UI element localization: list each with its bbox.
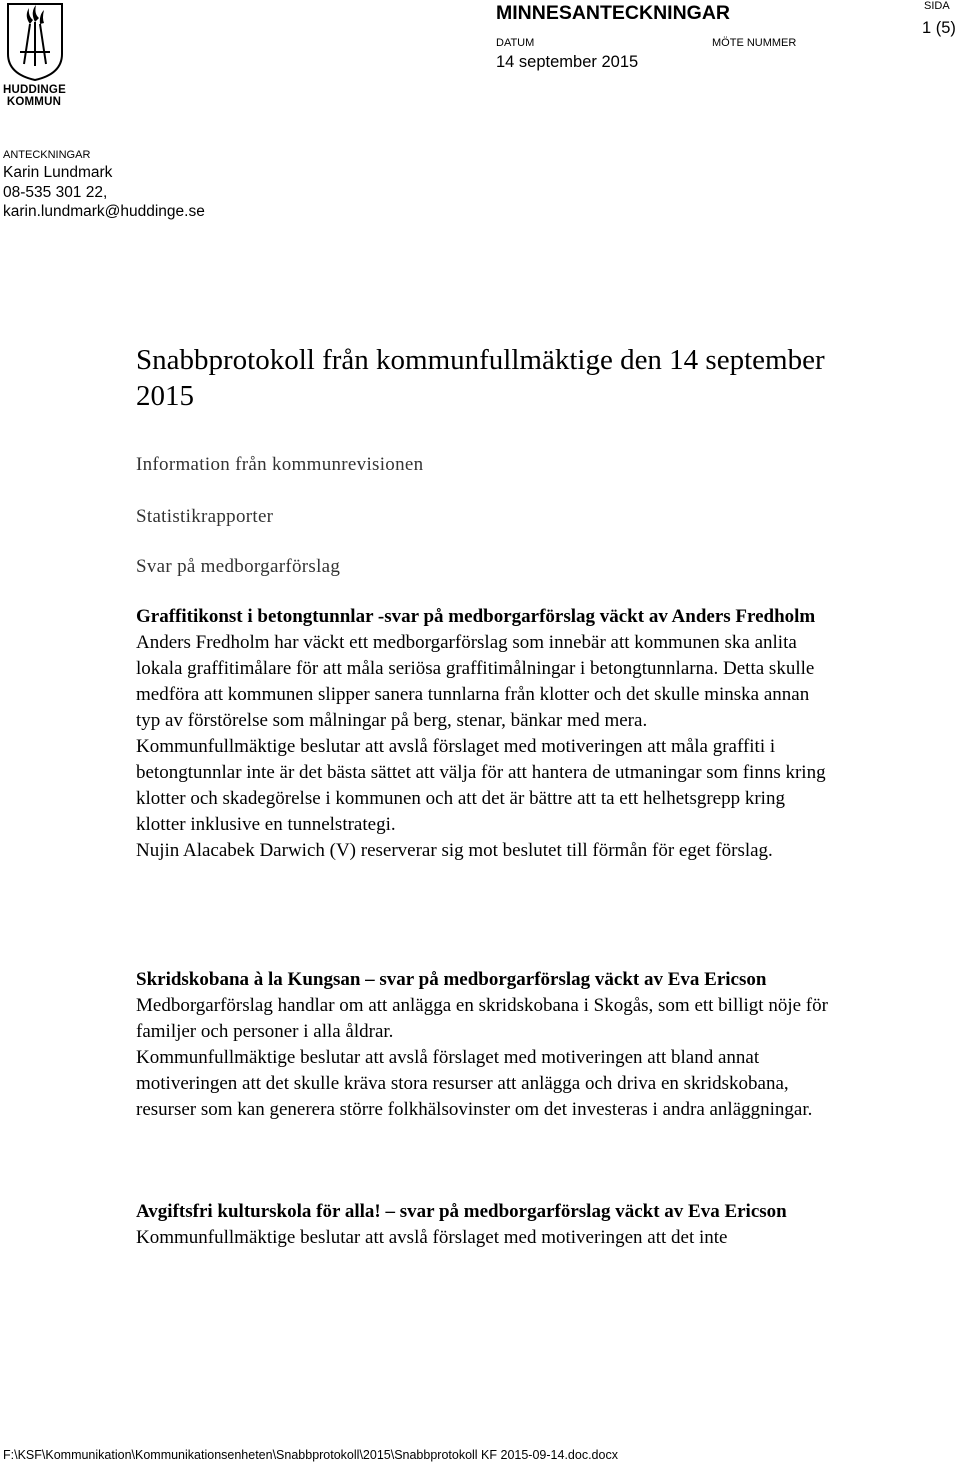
item-heading: Skridskobana à la Kungsan – svar på medborgarförslag väckt av Eva Ericson bbox=[136, 969, 767, 990]
item-paragraph: Kommunfullmäktige beslutar att avslå förslaget med motiveringen att det inte bbox=[136, 1227, 728, 1248]
huddinge-logo bbox=[3, 2, 66, 108]
agenda-item-culture-school bbox=[136, 1199, 836, 1251]
page-number: 1 (5) bbox=[922, 19, 956, 37]
contact-email: karin.lundmark@huddinge.se bbox=[3, 203, 205, 220]
logo-line-2: KOMMUN bbox=[6, 96, 62, 108]
agenda-item-graffiti bbox=[136, 604, 836, 864]
agenda-item-ice-rink bbox=[136, 967, 836, 1123]
coat-of-arms-icon bbox=[6, 2, 64, 82]
item-paragraph: Anders Fredholm har väckt ett medborgarförslag som innebär att kommunen ska anlita lokala graffitimålare för att måla seriösa graffitimålningar i betongtunnlarna. Detta skulle medföra att kommunen slipper sanera tunnlarna från klotter och det skulle minska annan typ av förstörelse som målningar på berg, stenar, bänkar med mera. bbox=[136, 632, 815, 731]
contact-phone: 08-535 301 22, bbox=[3, 184, 108, 201]
item-paragraph: Nujin Alacabek Darwich (V) reserverar sig mot beslutet till förmån för eget förslag. bbox=[136, 840, 773, 861]
document-type: MINNESANTECKNINGAR bbox=[496, 2, 730, 24]
logo-line-1: HUDDINGE bbox=[3, 84, 66, 96]
footer-file-path: F:\KSF\Kommunikation\Kommunikationsenheten\Snabbprotokoll\2015\Snabbprotokoll KF 2015-09-14.doc.docx bbox=[3, 1448, 618, 1462]
date-value: 14 september 2015 bbox=[496, 53, 639, 71]
meeting-number-label: MÖTE NUMMER bbox=[712, 37, 797, 49]
notes-label: ANTECKNINGAR bbox=[3, 149, 91, 161]
item-paragraph: Kommunfullmäktige beslutar att avslå förslaget med motiveringen att bland annat motiveringen att det skulle kräva stora resurser att anlägga och driva en skridskobana, resurser som kan generera större folkhälsovinster om det investeras i andra anläggningar. bbox=[136, 1047, 813, 1120]
section-heading-statistics: Statistikrapporter bbox=[136, 506, 274, 527]
section-heading-revision: Information från kommunrevisionen bbox=[136, 454, 424, 475]
item-heading: Avgiftsfri kulturskola för alla! – svar på medborgarförslag väckt av Eva Ericson bbox=[136, 1201, 787, 1222]
contact-name: Karin Lundmark bbox=[3, 164, 113, 181]
item-heading: Graffitikonst i betongtunnlar -svar på medborgarförslag väckt av Anders Fredholm bbox=[136, 606, 816, 627]
section-heading-citizen-proposals: Svar på medborgarförslag bbox=[136, 556, 341, 577]
page-title: Snabbprotokoll från kommunfullmäktige den 14 september 2015 bbox=[136, 344, 825, 412]
item-paragraph: Kommunfullmäktige beslutar att avslå förslaget med motiveringen att måla graffiti i betongtunnlar inte är det bästa sättet att välja för att hantera de utmaningar som finns kring klotter och skadegörelse i kommunen och att det är bättre att ta ett helhetsgrepp kring klotter inklusive en tunnelstrategi. bbox=[136, 736, 826, 835]
date-label: DATUM bbox=[496, 37, 535, 49]
item-paragraph: Medborgarförslag handlar om att anlägga en skridskobana i Skogås, som ett billigt nöje för familjer och personer i alla åldrar. bbox=[136, 995, 828, 1042]
page-label: SIDA bbox=[924, 0, 950, 12]
